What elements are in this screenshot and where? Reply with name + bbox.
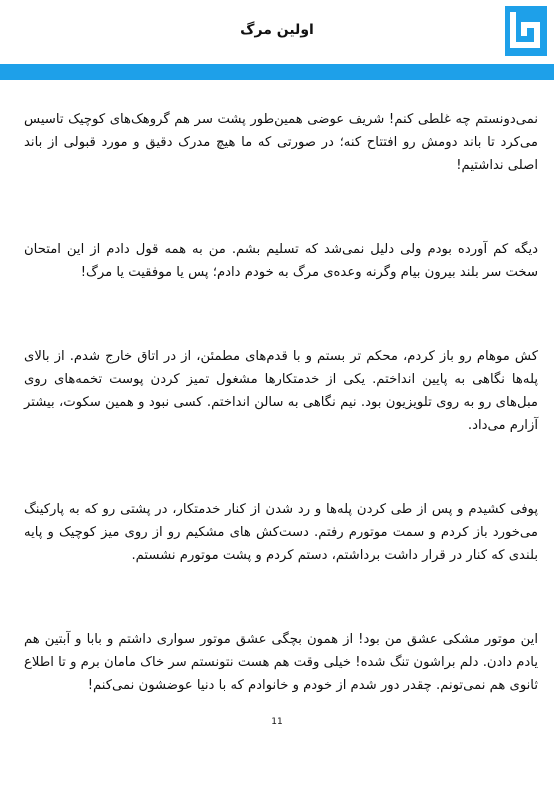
brand-logo-icon	[505, 6, 547, 56]
chapter-title: اولین مرگ	[240, 22, 314, 38]
page-number: 11	[271, 717, 283, 727]
page-header	[0, 0, 554, 64]
paragraph: این موتور مشکی عشق من بود! از همون بچگی عشق موتور سواری داشتم و بابا و آبتین هم یادم دادن. دلم براشون تنگ شده! خیلی وقت هم هست نتونستم سر خاک مامان برم و تا اطلاع ثانوی هم نمی‌تونم. چقدر دور شدم از خودم و خانوادم که با دنیا عوضشون نمی‌کنم!	[24, 632, 538, 693]
paragraph: نمی‌دونستم چه غلطی کنم! شریف عوضی همین‌طور پشت سر هم گروهک‌های کوچیک تاسیس می‌کرد تا باند دومش رو افتتاح کنه؛ در صورتی که ما هیچ مدرک دقیق و مورد قبولی از باند اصلی نداشتیم!	[24, 112, 538, 173]
page-body	[24, 108, 538, 758]
paragraph: کش موهام رو باز کردم، محکم تر بستم و با قدم‌های مطمئن، از در اتاق خارج شدم. از بالای پله‌ها نگاهی به پایین انداختم. یکی از خدمتکارها مشغول تمیز کردن پوست تخمه‌های روی مبل‌های رو به روی تلویزیون بود. نیم نگاهی به سالن انداختم. کسی نبود و همین سکوت، بیشتر آزارم می‌داد.	[24, 349, 538, 433]
header-accent-bar	[0, 64, 554, 80]
paragraph: دیگه کم آورده بودم ولی دلیل نمی‌شد که تسلیم بشم. من به همه قول دادم از این امتحان سخت سر بلند بیرون بیام وگرنه وعده‌ی مرگ به خودم دادم؛ پس یا موفقیت یا مرگ!	[24, 242, 538, 280]
paragraph: پوفی کشیدم و پس از طی کردن پله‌ها و رد شدن از کنار خدمتکار، در پشتی رو که به پارکینگ می‌خورد باز کردم و سمت موتورم رفتم. دست‌کش های مشکیم رو از روی میز کوچیک و پایه بلندی که کنار در قرار داشت برداشتم، دستم کردم و پشت موتورم نشستم.	[24, 502, 538, 563]
